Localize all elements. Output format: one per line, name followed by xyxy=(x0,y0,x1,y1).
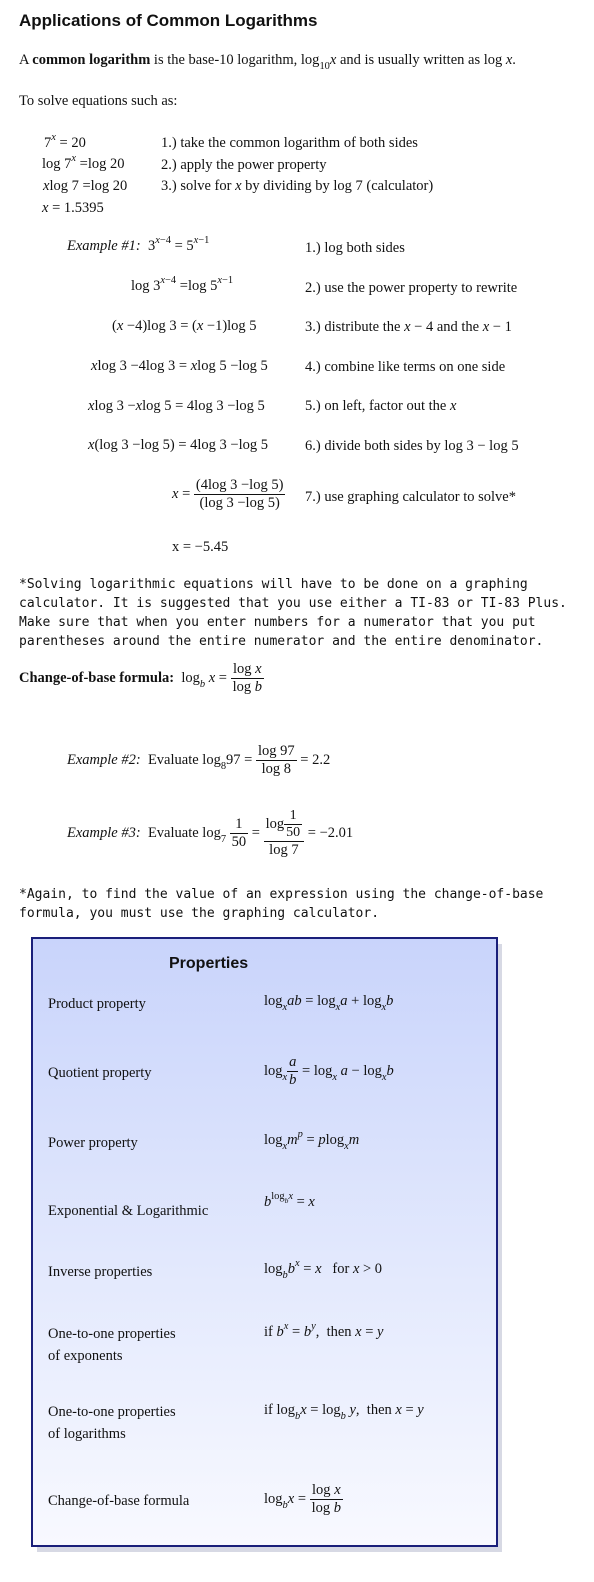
solve-intro: To solve equations such as: xyxy=(19,93,178,109)
calculator-note: *Solving logarithmic equations will have to be done on a graphing calculator. It is suggested that you use either a TI-83 or TI-83 Plus. Make sure that when you enter numbers for a numerator that you put parentheses around the entire numerator and the entire denominator. xyxy=(19,577,567,649)
property-formula-product: $\log_xab = \log_xa + \log_xb$ xyxy=(264,993,394,1014)
simple-step-1: 1.) take the common logarithm of both sides xyxy=(161,135,418,151)
intro-tail: and is usually written as log xyxy=(339,52,503,68)
example1-eq-6: x(log 3 −log 5) = 4log 3 −log 5 xyxy=(88,437,268,453)
example1-eq-4: xlog 3 −4log 3 = xlog 5 −log 5 xyxy=(91,358,268,374)
example1-eq-5: xlog 3 −xlog 5 = 4log 3 −log 5 xyxy=(88,398,265,414)
intro-lead: A xyxy=(19,52,29,68)
graphing-note: *Again, to find the value of an expression using the change-of-base formula, you must use the graphing calculator. xyxy=(19,887,544,921)
example1-step-5: 5.) on left, factor out the x xyxy=(305,398,457,414)
example1-step-3: 3.) distribute the x − 4 and the x − 1 xyxy=(305,319,512,335)
property-label-inverse: Inverse properties xyxy=(48,1264,153,1280)
example1-step-4: 4.) combine like terms on one side xyxy=(305,359,506,375)
property-label-one-to-one-exp: One-to-one properties of exponents xyxy=(48,1326,176,1364)
intro-paragraph: A common logarithm is the base-10 logarithm, $\log_{10}x$ and is usually written as log x. xyxy=(19,52,516,73)
example1-step-6: 6.) divide both sides by log 3 − log 5 xyxy=(305,438,519,454)
example1-label-line: Example #1: $3^{x-4} = 5^{x-1}$ xyxy=(67,235,210,254)
simple-eq-4: x = 1.5395 xyxy=(42,200,104,216)
simple-eq-1: $7^x = 20$ xyxy=(44,132,86,151)
intro-term: common logarithm xyxy=(32,52,151,68)
property-formula-power: $\log_xm^p = plog_xm$ xyxy=(264,1129,360,1153)
example1-eq-7: x = $\frac{(4\log 3 -\log 5)}{(\log 3 -\log 5)}$ xyxy=(172,477,284,511)
example2-line: Example #2: Evaluate $\log_897$ = $\frac{\log 97}{\log 8}$ = 2.2 xyxy=(67,743,331,777)
property-label-exp-log: Exponential & Logarithmic xyxy=(48,1203,209,1219)
property-formula-inverse: $\log_bb^x = x$ for x > 0 xyxy=(264,1258,383,1282)
example1-step-7: 7.) use graphing calculator to solve* xyxy=(305,489,516,505)
example1-result: x = −5.45 xyxy=(172,539,229,555)
example1-eq-3: (x −4)log 3 = (x −1)log 5 xyxy=(112,318,257,334)
intro-tail-var: x xyxy=(505,52,513,68)
property-formula-one-to-one-log: if $\log_bx = \log_b y$, then x = y xyxy=(264,1402,424,1423)
property-formula-one-to-one-exp: if $b^x = b^y$, then x = y xyxy=(264,1321,384,1340)
page-title: Applications of Common Logarithms xyxy=(19,11,318,30)
change-of-base-line: Change-of-base formula: $\log_b x$ = $\frac{\text{log x}}{\text{log b}}$ xyxy=(19,661,262,695)
intro-log-expr: $\log_{10}x$ xyxy=(300,52,337,73)
example1-eq-2: $\log 3^{x-4} =\log$ $5^{x-1}$ xyxy=(131,275,234,294)
property-label-power: Power property xyxy=(48,1135,138,1151)
example3-line: Example #3: Evaluate $\log_7$ $\frac{1}{50}$ = log $\frac{1}{50}$ log 7 = −2.01 xyxy=(67,808,354,858)
property-formula-change-of-base: $\log_bx$ = $\frac{\text{log x}}{\text{log b}}$ xyxy=(264,1482,342,1516)
property-label-product: Product property xyxy=(48,996,146,1012)
property-formula-quotient: $\log_x$ $\frac{a}{b}$ = $\log_x a - \log_xb$ xyxy=(264,1054,394,1088)
properties-title: Properties xyxy=(169,955,249,972)
change-of-base-label: Change-of-base formula: xyxy=(19,669,175,686)
property-formula-exp-log: $b^{log_bx} = x$ xyxy=(264,1191,315,1210)
simple-step-2: 2.) apply the power property xyxy=(161,157,327,173)
simple-step-3: 3.) solve for x by dividing by log 7 (calculator) xyxy=(161,178,434,194)
example1-step-2: 2.) use the power property to rewrite xyxy=(305,280,518,296)
simple-eq-2: $\log 7^x =\log$ 20 xyxy=(42,153,125,172)
example1-step-1: 1.) log both sides xyxy=(305,240,405,256)
intro-middle: is the base-10 logarithm, xyxy=(153,52,298,68)
simple-eq-3: xlog 7 =log 20 xyxy=(43,178,128,194)
properties-box xyxy=(31,937,498,1547)
property-label-change-of-base: Change-of-base formula xyxy=(48,1493,190,1509)
property-label-one-to-one-log: One-to-one properties of logarithms xyxy=(48,1404,176,1442)
property-label-quotient: Quotient property xyxy=(48,1065,152,1081)
